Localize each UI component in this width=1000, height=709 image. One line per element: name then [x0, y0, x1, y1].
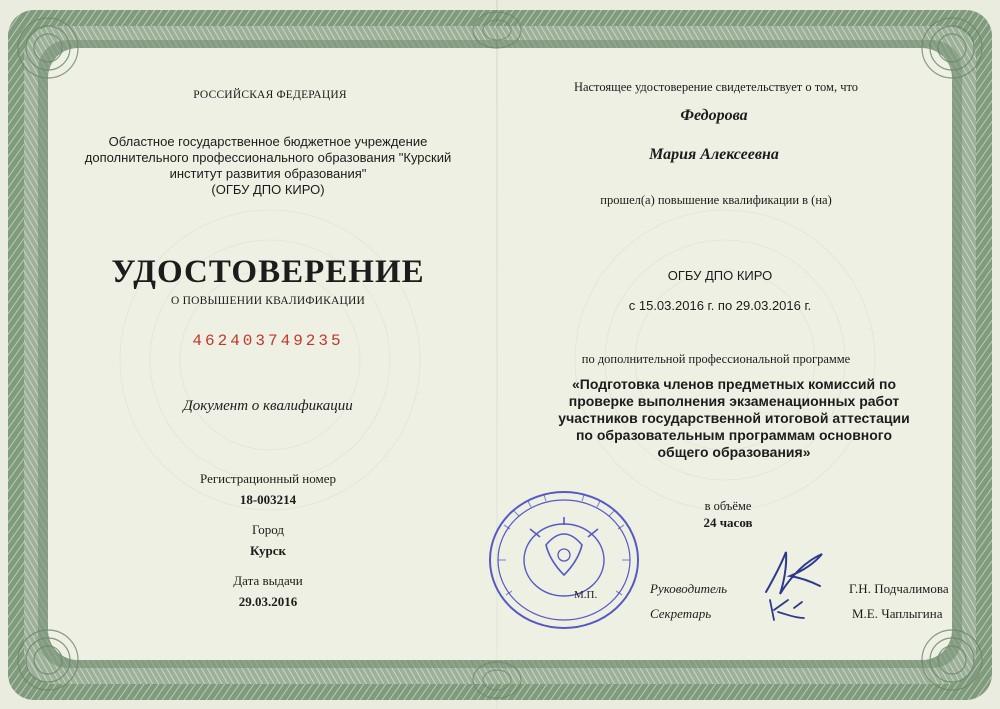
stamp-mark: М.П. [574, 589, 598, 601]
issue-date-label: Дата выдачи [233, 573, 303, 588]
secretary-signature-icon [764, 596, 810, 624]
training-institution: ОГБУ ДПО КИРО [667, 268, 773, 283]
program-line: «Подготовка членов предметных комиссий по [571, 376, 896, 392]
organization-name [85, 134, 452, 198]
organization-line: Областное государственное бюджетное учреждение [108, 134, 428, 149]
organization-abbreviation: (ОГБУ ДПО КИРО) [211, 182, 325, 197]
volume-hours: 24 часов [703, 515, 753, 530]
signatory-role: Руководитель [650, 581, 728, 596]
city-label: Город [251, 522, 285, 537]
volume-label: в объёме [704, 499, 752, 513]
training-dates: с 15.03.2016 г. по 29.03.2016 г. [628, 298, 812, 313]
program-intro: по дополнительной профессиональной программе [581, 352, 851, 366]
signatory-name: Г.Н. Подчалимова [849, 581, 949, 596]
organization-line: институт развития образования" [169, 166, 367, 181]
registration-label: Регистрационный номер [200, 471, 336, 486]
city-value: Курск [249, 543, 287, 558]
program-line: участников государственной итоговой аттестации [558, 410, 910, 426]
serial-number: 462403749235 [192, 332, 344, 350]
document-subtitle: О ПОВЫШЕНИИ КВАЛИФИКАЦИИ [170, 295, 366, 307]
program-line: общего образования» [657, 444, 811, 460]
program-line: по образовательным программам основного [575, 427, 893, 443]
document-type: Документ о квалификации [183, 398, 353, 414]
director-signature-icon [760, 548, 830, 600]
issue-date-value: 29.03.2016 [238, 594, 298, 609]
document-title: УДОСТОВЕРЕНИЕ [111, 254, 425, 290]
signatory-name: М.Е. Чаплыгина [852, 606, 943, 621]
registration-number: 18-003214 [239, 492, 297, 507]
organization-line: дополнительного профессионального образования "Курский [84, 150, 452, 165]
program-line: проверке выполнения экзаменационных работ [568, 393, 900, 409]
signatory-role: Секретарь [650, 606, 712, 621]
official-stamp-icon [484, 485, 644, 635]
program-title [558, 376, 909, 461]
holder-given-names: Мария Алексеевна [649, 146, 779, 163]
passed-training-text: прошел(а) повышение квалификации в (на) [600, 193, 832, 207]
certificate-intro: Настоящее удостоверение свидетельствует о том, что [573, 80, 859, 94]
holder-surname: Федорова [680, 107, 748, 124]
country-name: РОССИЙСКАЯ ФЕДЕРАЦИЯ [193, 89, 347, 101]
